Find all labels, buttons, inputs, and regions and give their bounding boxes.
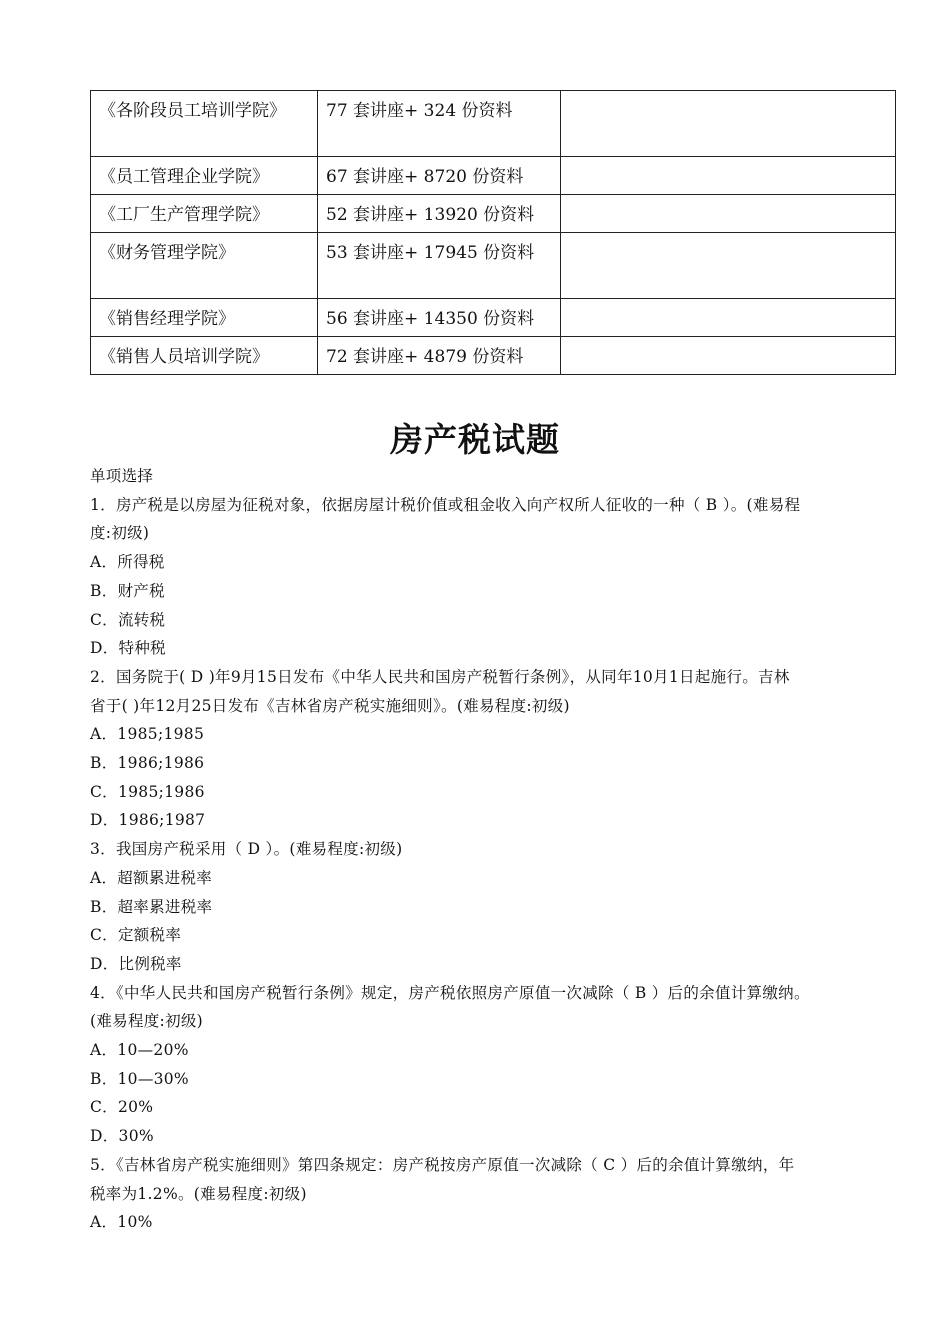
question-text: 4．《中华人民共和国房产税暂行条例》规定，房产税依照房产原值一次减除（ B ）后的余值计算缴纳。	[90, 983, 810, 1002]
table-cell: 《财务管理学院》	[91, 233, 318, 299]
table-cell: 56 套讲座+ 14350 份资料	[318, 299, 561, 337]
table-cell: 《员工管理企业学院》	[91, 157, 318, 195]
table-cell	[561, 91, 896, 157]
table-cell	[561, 233, 896, 299]
answer-option: B．超率累进税率	[90, 897, 213, 916]
answer-option: C．1985;1986	[90, 782, 205, 801]
question-text: 1．房产税是以房屋为征税对象，依据房屋计税价值或租金收入向产权所人征收的一种（ B ）。(难易程	[90, 495, 801, 514]
answer-option: A．所得税	[90, 553, 165, 572]
answer-option: A．超额累进税率	[90, 868, 213, 887]
table-row	[91, 233, 896, 299]
table-cell: 《各阶段员工培训学院》	[91, 91, 318, 157]
question-text: 税率为1.2%。(难易程度:初级)	[90, 1184, 307, 1203]
table-cell	[561, 157, 896, 195]
table-cell: 67 套讲座+ 8720 份资料	[318, 157, 561, 195]
table-cell: 《销售经理学院》	[91, 299, 318, 337]
table-cell	[561, 337, 896, 375]
answer-option: D．30%	[90, 1127, 154, 1146]
table-cell	[561, 299, 896, 337]
answer-option: D．1986;1987	[90, 811, 206, 830]
question-text: 省于( )年12月25日发布《吉林省房产税实施细则》。(难易程度:初级)	[90, 696, 570, 715]
answer-option: D．比例税率	[90, 954, 182, 973]
table-cell: 53 套讲座+ 17945 份资料	[318, 233, 561, 299]
answer-option: A．10%	[90, 1213, 153, 1232]
question-text: (难易程度:初级)	[90, 1012, 204, 1031]
table-row	[91, 299, 896, 337]
question-text: 3．我国房产税采用（ D ）。(难易程度:初级)	[90, 840, 403, 859]
answer-option: C．20%	[90, 1098, 154, 1117]
course-catalog-table	[90, 90, 896, 375]
question-text: 2．国务院于( D )年9月15日发布《中华人民共和国房产税暂行条例》，从同年10月1日起施行。吉林	[90, 667, 790, 686]
table-cell: 77 套讲座+ 324 份资料	[318, 91, 561, 157]
page-title: 房产税试题	[390, 420, 560, 459]
answer-option: B．1986;1986	[90, 754, 205, 773]
table-row	[91, 337, 896, 375]
table-row	[91, 157, 896, 195]
answer-option: B．10—30%	[90, 1069, 189, 1088]
answer-option: C．定额税率	[90, 926, 182, 945]
table-cell	[561, 195, 896, 233]
answer-option: A．10—20%	[90, 1041, 189, 1060]
table-cell: 52 套讲座+ 13920 份资料	[318, 195, 561, 233]
table-row	[91, 195, 896, 233]
answer-option: A．1985;1985	[90, 725, 205, 744]
answer-option: B．财产税	[90, 581, 165, 600]
question-text: 5．《吉林省房产税实施细则》第四条规定：房产税按房产原值一次减除（ C ）后的余值计算缴纳，年	[90, 1155, 795, 1174]
question-text: 度:初级)	[90, 524, 150, 543]
answer-option: D．特种税	[90, 639, 166, 658]
table-cell: 《销售人员培训学院》	[91, 337, 318, 375]
answer-option: C．流转税	[90, 610, 166, 629]
table-cell: 72 套讲座+ 4879 份资料	[318, 337, 561, 375]
table-row	[91, 91, 896, 157]
table-cell: 《工厂生产管理学院》	[91, 195, 318, 233]
question-list	[90, 462, 870, 1237]
section-heading: 单项选择	[90, 467, 154, 485]
